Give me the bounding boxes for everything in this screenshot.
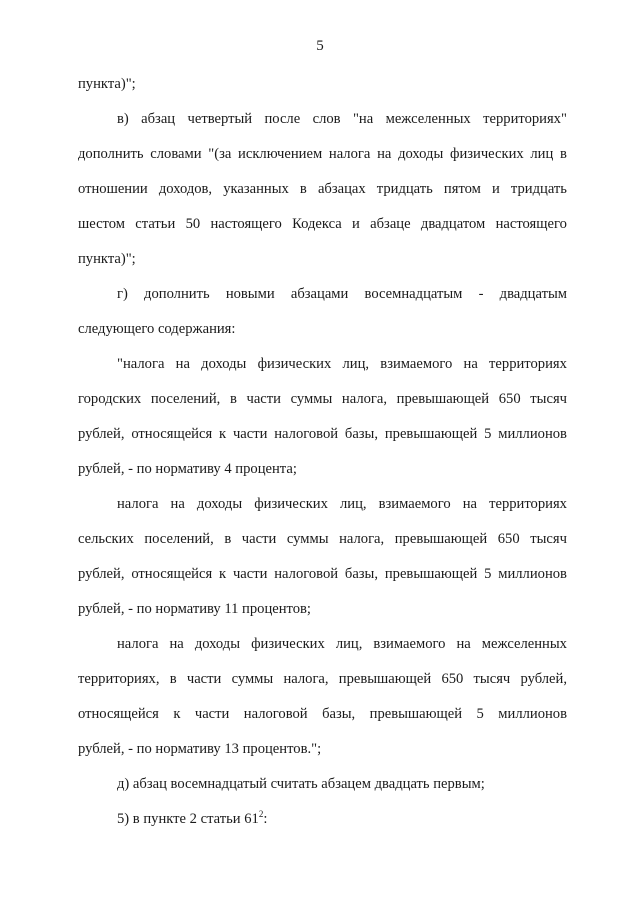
word: дополнить bbox=[78, 146, 144, 162]
word: пятом bbox=[443, 181, 481, 197]
text-line bbox=[78, 770, 567, 805]
word: тридцать bbox=[376, 181, 433, 197]
word: и bbox=[492, 181, 500, 197]
word: в bbox=[224, 531, 232, 547]
word: доходы bbox=[201, 356, 247, 372]
word: превышающей bbox=[384, 426, 478, 442]
text-line bbox=[78, 210, 567, 245]
word: в bbox=[169, 671, 177, 687]
word: налога bbox=[328, 146, 371, 162]
word: лиц, bbox=[342, 356, 370, 372]
word: 5 bbox=[476, 706, 484, 722]
word: к bbox=[219, 566, 227, 582]
word: абзац bbox=[141, 111, 176, 127]
text-line bbox=[78, 280, 567, 315]
word: базы, bbox=[344, 566, 379, 582]
word: поселений, bbox=[144, 531, 214, 547]
word: территориях bbox=[489, 356, 567, 372]
word: поселений, bbox=[150, 391, 221, 407]
word: рублей, bbox=[78, 426, 125, 442]
text-line bbox=[78, 595, 567, 630]
word: тридцать bbox=[510, 181, 567, 197]
word: относящейся bbox=[131, 566, 213, 582]
word: относящейся bbox=[78, 706, 159, 722]
word: взимаемого bbox=[373, 636, 446, 652]
line-text: рублей, - по нормативу 4 процента; bbox=[78, 461, 297, 477]
word: базы, bbox=[322, 706, 356, 722]
word: лиц, bbox=[340, 496, 367, 512]
word: дополнить bbox=[144, 286, 210, 302]
word: в) bbox=[117, 111, 129, 127]
text-line bbox=[78, 455, 567, 490]
word: налога, bbox=[341, 391, 388, 407]
line-text: д) абзац восемнадцатый считать абзацем двадцать первым; bbox=[117, 776, 485, 792]
word: - bbox=[478, 286, 484, 302]
word: 5 bbox=[484, 566, 492, 582]
word: налога, bbox=[283, 671, 329, 687]
word: на bbox=[456, 636, 471, 652]
word: на bbox=[169, 636, 184, 652]
word: суммы bbox=[290, 391, 333, 407]
word: после bbox=[264, 111, 301, 127]
word: миллионов bbox=[498, 566, 567, 582]
word: шестом bbox=[78, 216, 125, 232]
word: налога, bbox=[339, 531, 385, 547]
text-line bbox=[78, 315, 567, 350]
line-text: пункта)"; bbox=[78, 76, 136, 92]
line-text: следующего содержания: bbox=[78, 321, 236, 337]
word: на bbox=[175, 356, 190, 372]
word: доходы bbox=[196, 496, 243, 512]
line-text: 5) в пункте 2 статьи 61 bbox=[117, 811, 259, 827]
word: части bbox=[186, 671, 222, 687]
word: восемнадцатым bbox=[364, 286, 463, 302]
word: взимаемого bbox=[380, 356, 453, 372]
word: базы, bbox=[344, 426, 379, 442]
text-line bbox=[78, 630, 567, 665]
word: "на bbox=[352, 111, 374, 127]
word: рублей, bbox=[520, 671, 567, 687]
word: доходы bbox=[398, 146, 444, 162]
word: городских bbox=[78, 391, 142, 407]
word: сельских bbox=[78, 531, 134, 547]
word: 50 bbox=[185, 216, 201, 232]
line-text: рублей, - по нормативу 11 процентов; bbox=[78, 601, 311, 617]
word: 5 bbox=[484, 426, 492, 442]
word: на bbox=[463, 356, 478, 372]
word: абзаце bbox=[370, 216, 411, 232]
word: абзацах bbox=[317, 181, 366, 197]
word: статьи bbox=[135, 216, 176, 232]
word: 650 bbox=[498, 391, 521, 407]
word: физических bbox=[251, 636, 325, 652]
word: тысяч bbox=[473, 671, 511, 687]
line-text: пункта)"; bbox=[78, 251, 136, 267]
word: межселенных bbox=[481, 636, 567, 652]
word: лиц bbox=[530, 146, 554, 162]
text-line bbox=[78, 560, 567, 595]
text-line bbox=[78, 805, 567, 840]
document-body bbox=[78, 70, 567, 840]
word: к bbox=[219, 426, 227, 442]
word: рублей, bbox=[78, 566, 125, 582]
word: территориях" bbox=[483, 111, 567, 127]
superscript: 2 bbox=[258, 809, 264, 819]
word: взимаемого bbox=[378, 496, 451, 512]
word: тысяч bbox=[530, 531, 567, 547]
word: превышающей bbox=[338, 671, 432, 687]
page-number: 5 bbox=[316, 38, 324, 54]
word: абзацами bbox=[290, 286, 349, 302]
word: части bbox=[232, 426, 268, 442]
word: слов bbox=[312, 111, 341, 127]
word: тысяч bbox=[530, 391, 567, 407]
text-line bbox=[78, 525, 567, 560]
word: налоговой bbox=[274, 566, 339, 582]
word: настоящего bbox=[495, 216, 567, 232]
text-line bbox=[78, 175, 567, 210]
word: превышающей bbox=[396, 391, 490, 407]
word: в bbox=[299, 181, 307, 197]
text-line bbox=[78, 490, 567, 525]
word: превышающей bbox=[369, 706, 463, 722]
word: в bbox=[229, 391, 237, 407]
text-line bbox=[78, 245, 567, 280]
word: доходов, bbox=[158, 181, 213, 197]
word: к bbox=[173, 706, 181, 722]
word: территориях, bbox=[78, 671, 160, 687]
word: на bbox=[377, 146, 392, 162]
word: в bbox=[560, 146, 567, 162]
word: указанных bbox=[223, 181, 289, 197]
text-line bbox=[78, 420, 567, 455]
word: двадцатым bbox=[499, 286, 567, 302]
word: лиц, bbox=[335, 636, 363, 652]
text-line bbox=[78, 385, 567, 420]
text-line bbox=[78, 140, 567, 175]
word: "налога bbox=[117, 356, 165, 372]
word: на bbox=[462, 496, 478, 512]
word: Кодекса bbox=[292, 216, 342, 232]
word: превышающей bbox=[394, 531, 488, 547]
word: части bbox=[194, 706, 230, 722]
text-line bbox=[78, 665, 567, 700]
word: на bbox=[170, 496, 185, 512]
word: относящейся bbox=[131, 426, 213, 442]
word: словами bbox=[150, 146, 202, 162]
text-line bbox=[78, 350, 567, 385]
word: налога bbox=[117, 496, 159, 512]
word: части bbox=[232, 566, 268, 582]
word: настоящего bbox=[210, 216, 282, 232]
word: "(за bbox=[208, 146, 232, 162]
word: части bbox=[241, 531, 277, 547]
word: суммы bbox=[286, 531, 329, 547]
text-line bbox=[78, 700, 567, 735]
word: межселенных bbox=[385, 111, 471, 127]
word: и bbox=[352, 216, 360, 232]
word: налога bbox=[117, 636, 159, 652]
word: г) bbox=[117, 286, 128, 302]
word: двадцатом bbox=[420, 216, 486, 232]
word: новыми bbox=[225, 286, 275, 302]
word: физических bbox=[254, 496, 328, 512]
word: налоговой bbox=[243, 706, 308, 722]
line-tail: : bbox=[263, 811, 268, 827]
word: налоговой bbox=[274, 426, 339, 442]
text-line bbox=[78, 735, 567, 770]
line-text: рублей, - по нормативу 13 процентов."; bbox=[78, 741, 322, 757]
word: исключением bbox=[238, 146, 323, 162]
word: 650 bbox=[441, 671, 464, 687]
word: отношении bbox=[78, 181, 148, 197]
word: доходы bbox=[194, 636, 241, 652]
text-line bbox=[78, 105, 567, 140]
word: четвертый bbox=[187, 111, 253, 127]
word: превышающей bbox=[384, 566, 478, 582]
word: миллионов bbox=[498, 706, 567, 722]
word: физических bbox=[257, 356, 332, 372]
word: суммы bbox=[231, 671, 274, 687]
word: физических bbox=[449, 146, 524, 162]
text-line bbox=[78, 70, 567, 105]
word: миллионов bbox=[498, 426, 567, 442]
word: 650 bbox=[497, 531, 520, 547]
word: территориях bbox=[489, 496, 567, 512]
word: части bbox=[246, 391, 281, 407]
